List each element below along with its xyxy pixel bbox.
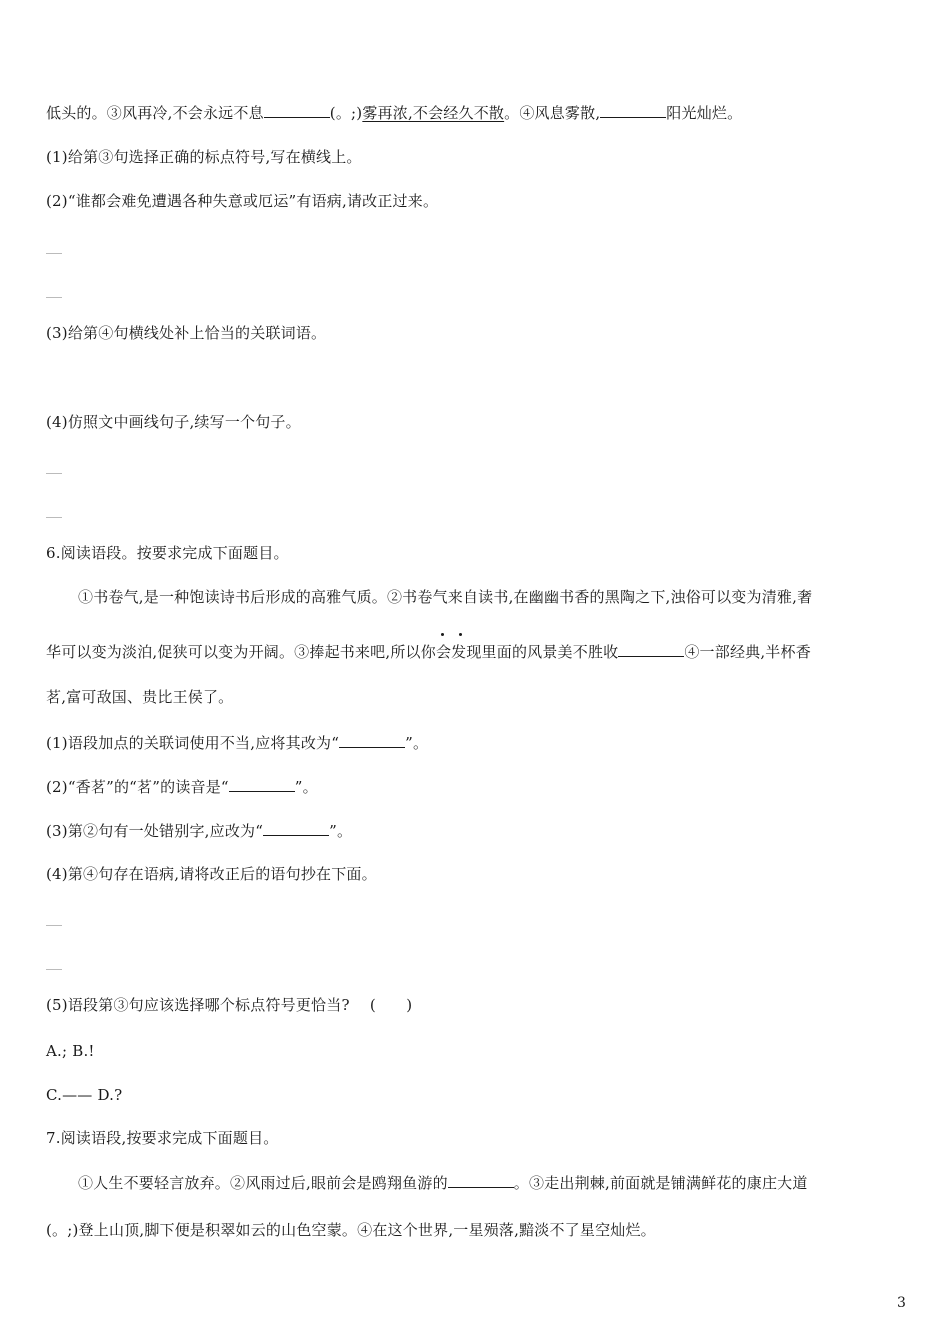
section-6-question-3: [46, 820, 352, 841]
answer-blank: [263, 820, 329, 836]
section-7-paragraph: [78, 1172, 808, 1193]
section-6-question-1: [46, 732, 428, 753]
question-3: (3)给第④句横线处补上恰当的关联词语。: [46, 324, 327, 342]
question-text: ”。: [405, 734, 429, 752]
passage-line: [46, 102, 742, 123]
answer-line: [46, 253, 62, 254]
passage-text: 阳光灿烂。: [666, 104, 743, 122]
question-text: (1)语段加点的关联词使用不当,应将其改为“: [46, 734, 340, 752]
option-row: A.; B.!: [46, 1042, 95, 1060]
section-7-title: 7.阅读语段,按要求完成下面题目。: [46, 1129, 279, 1147]
emphasis-dot: [459, 633, 462, 636]
emphasis-dot: [441, 633, 444, 636]
section-6-paragraph: 茗,富可敌国、贵比王侯了。: [46, 688, 234, 706]
passage-text: ①人生不要轻言放弃。②风雨过后,眼前会是鸥翔鱼游的: [78, 1174, 448, 1192]
section-6-question-5: (5)语段第③句应该选择哪个标点符号更恰当? ( ): [46, 996, 413, 1014]
question-text: (3)第②句有一处错别字,应改为“: [46, 822, 264, 840]
section-6-paragraph: ①书卷气,是一种饱读诗书后形成的高雅气质。②书卷气来自读书,在幽幽书香的黑陶之下,浊俗可以变为清雅,奢: [78, 588, 813, 606]
section-6-title: 6.阅读语段。按要求完成下面题目。: [46, 544, 289, 562]
answer-line: [46, 517, 62, 518]
passage-text: ④一部经典,半杯香: [684, 643, 811, 661]
answer-line: [46, 969, 62, 970]
page-number: 3: [897, 1295, 906, 1311]
answer-blank: [264, 102, 330, 118]
question-text: (2)“香茗”的“茗”的读音是“: [46, 778, 229, 796]
answer-blank: [600, 102, 666, 118]
passage-text: 。③走出荆棘,前面就是铺满鲜花的康庄大道: [513, 1174, 808, 1192]
section-6-question-2: [46, 776, 318, 797]
question-4: (4)仿照文中画线句子,续写一个句子。: [46, 413, 301, 431]
answer-line: [46, 473, 62, 474]
answer-blank: [229, 776, 295, 792]
section-7-paragraph: (。;)登上山顶,脚下便是积翠如云的山色空蒙。④在这个世界,一星殒落,黯淡不了星空灿烂。: [46, 1221, 656, 1239]
answer-blank: [448, 1172, 514, 1188]
underlined-sentence: 雾再浓,不会经久不散: [362, 104, 505, 122]
option-row: C.—— D.?: [46, 1086, 123, 1104]
punctuation-options: (。;): [329, 104, 363, 122]
section-6-question-4: (4)第④句存在语病,请将改正后的语句抄在下面。: [46, 865, 377, 883]
passage-text: 低头的。③风再冷,不会永远不息: [46, 104, 264, 122]
question-1: (1)给第③句选择正确的标点符号,写在横线上。: [46, 148, 362, 166]
section-6-paragraph: [46, 641, 811, 662]
answer-line: [46, 297, 62, 298]
passage-text: 华可以变为淡泊,促狭可以变为开阔。③捧起书来吧,所以你会发现里面的风景美不胜收: [46, 643, 619, 661]
question-2: (2)“谁都会难免遭遇各种失意或厄运”有语病,请改正过来。: [46, 192, 439, 210]
answer-blank: [339, 732, 405, 748]
question-text: ”。: [294, 778, 318, 796]
answer-line: [46, 925, 62, 926]
question-text: ”。: [329, 822, 353, 840]
answer-blank: [618, 641, 684, 657]
passage-text: 。④风息雾散,: [504, 104, 601, 122]
